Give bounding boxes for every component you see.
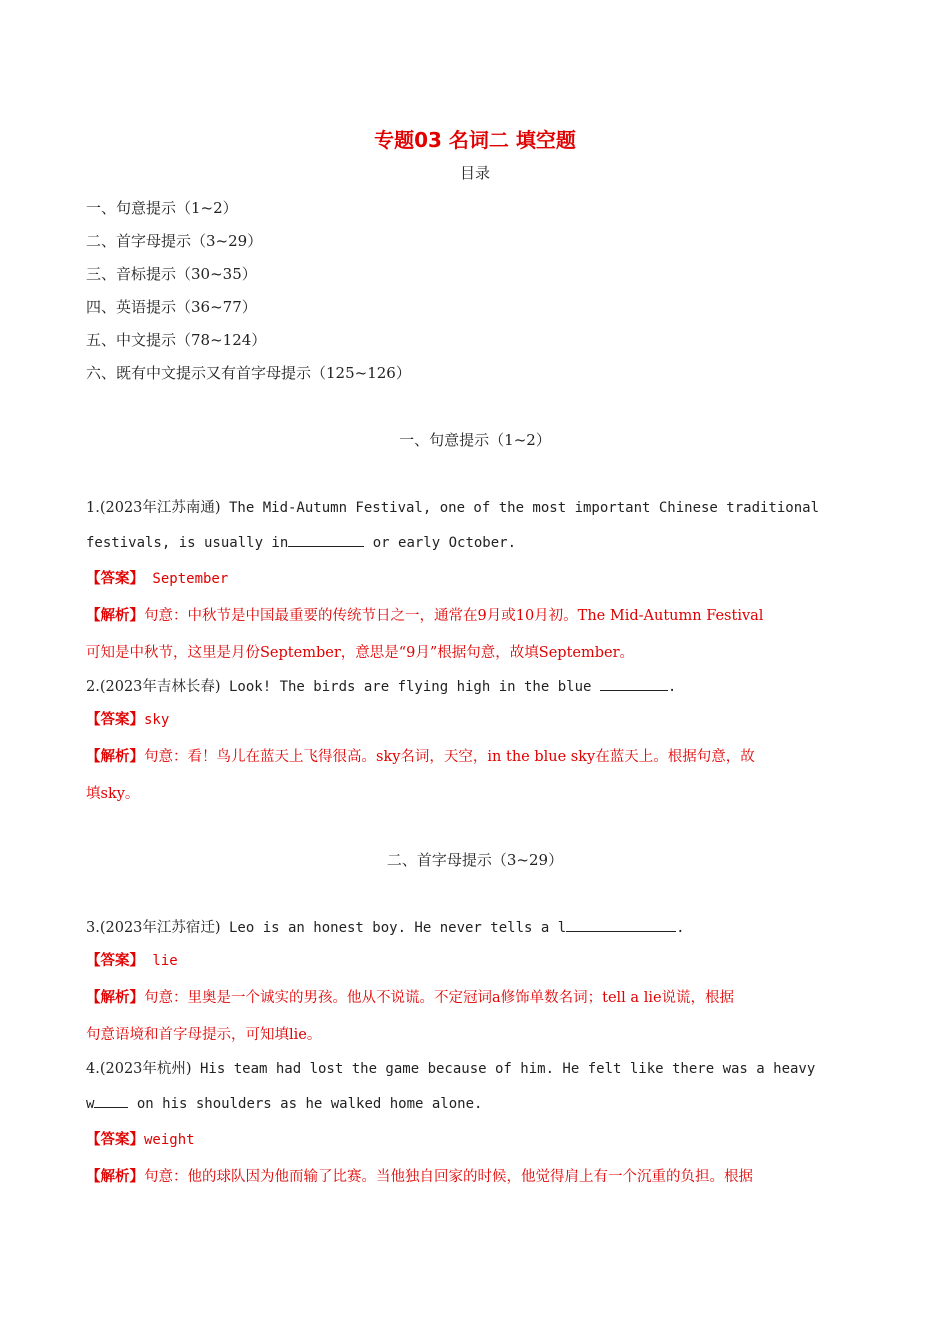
question-2-line-1 (86, 675, 676, 696)
analysis-label: 【解析】 (86, 607, 144, 624)
question-3-answer (86, 949, 178, 970)
question-1-line-1 (86, 496, 819, 517)
analysis-text: 句意：中秋节是中国最重要的传统节日之一，通常在9月或10月初。The Mid-Autumn Festival (144, 608, 764, 624)
answer-text: September (144, 571, 229, 587)
question-source: (2023年吉林长春) (99, 679, 221, 695)
question-3-line-1 (86, 916, 685, 937)
question-number: 1. (86, 500, 100, 516)
question-text: His team had lost the game because of him. He felt like there was a heavy (191, 1061, 816, 1077)
analysis-label: 【解析】 (86, 1168, 144, 1185)
question-4-line-2 (86, 1095, 482, 1112)
answer-label: 【答案】 (86, 570, 144, 587)
question-1-analysis-line-2: 可知是中秋节，这里是月份September，意思是“9月”根据句意，故填September。 (86, 645, 635, 661)
answer-blank (566, 919, 676, 932)
question-3-analysis-line-2: 句意语境和首字母提示，可知填lie。 (86, 1027, 322, 1043)
analysis-label: 【解析】 (86, 989, 144, 1006)
toc-item-5: 五、中文提示（78~124） (86, 331, 267, 349)
toc-heading: 目录 (459, 164, 490, 182)
question-source: (2023年江苏宿迁) (99, 920, 221, 936)
answer-label: 【答案】 (86, 1131, 144, 1148)
answer-blank (600, 678, 668, 691)
analysis-label: 【解析】 (86, 748, 144, 765)
question-number: 3. (86, 920, 100, 936)
question-source: (2023年杭州) (99, 1061, 192, 1077)
analysis-text: 句意：看！鸟儿在蓝天上飞得很高。sky名词，天空，in the blue sky在蓝天上。根据句意，故 (144, 749, 755, 765)
answer-label: 【答案】 (86, 952, 144, 969)
question-text: Leo is an honest boy. He never tells a l (220, 920, 567, 936)
question-1-analysis-line-1 (86, 604, 763, 625)
question-text: on his shoulders as he walked home alone. (128, 1096, 483, 1112)
toc-item-6: 六、既有中文提示又有首字母提示（125~126） (86, 364, 411, 382)
analysis-text: 句意：他的球队因为他而输了比赛。当他独自回家的时候，他觉得肩上有一个沉重的负担。根据 (144, 1169, 753, 1185)
toc-item-1: 一、句意提示（1~2） (86, 199, 238, 217)
answer-text: lie (144, 953, 178, 969)
toc-item-2: 二、首字母提示（3~29） (86, 232, 263, 250)
question-1-answer (86, 567, 228, 588)
answer-label: 【答案】 (86, 711, 144, 728)
question-1-line-2 (86, 534, 516, 551)
question-text: . (676, 920, 685, 936)
question-2-analysis-line-2: 填sky。 (86, 786, 140, 802)
question-4-line-1 (86, 1057, 815, 1078)
question-number: 4. (86, 1061, 100, 1077)
question-text: w (86, 1096, 95, 1112)
section-heading-1: 一、句意提示（1~2） (399, 431, 551, 449)
section-heading-2: 二、首字母提示（3~29） (386, 851, 564, 869)
analysis-text: 句意：里奥是一个诚实的男孩。他从不说谎。不定冠词a修饰单数名词；tell a lie说谎，根据 (144, 990, 735, 1006)
answer-text: sky (144, 712, 170, 728)
question-text: or early October. (364, 535, 517, 551)
question-text: . (667, 679, 677, 695)
question-text: festivals, is usually in (86, 535, 289, 551)
question-source: (2023年江苏南通) (99, 500, 221, 516)
answer-blank (94, 1095, 128, 1108)
question-number: 2. (86, 679, 100, 695)
question-2-answer (86, 708, 169, 729)
question-text: Look! The birds are flying high in the blue (220, 679, 600, 695)
answer-text: weight (144, 1132, 195, 1148)
answer-blank (288, 534, 364, 547)
question-4-analysis-line-1 (86, 1165, 753, 1186)
document-title: 专题03 名词二 填空题 (374, 128, 576, 152)
question-4-answer (86, 1128, 195, 1149)
question-text: The Mid-Autumn Festival, one of the most important Chinese traditional (220, 500, 820, 516)
question-2-analysis-line-1 (86, 745, 755, 766)
toc-item-4: 四、英语提示（36~77） (86, 298, 257, 316)
toc-item-3: 三、音标提示（30~35） (86, 265, 257, 283)
question-3-analysis-line-1 (86, 986, 734, 1007)
